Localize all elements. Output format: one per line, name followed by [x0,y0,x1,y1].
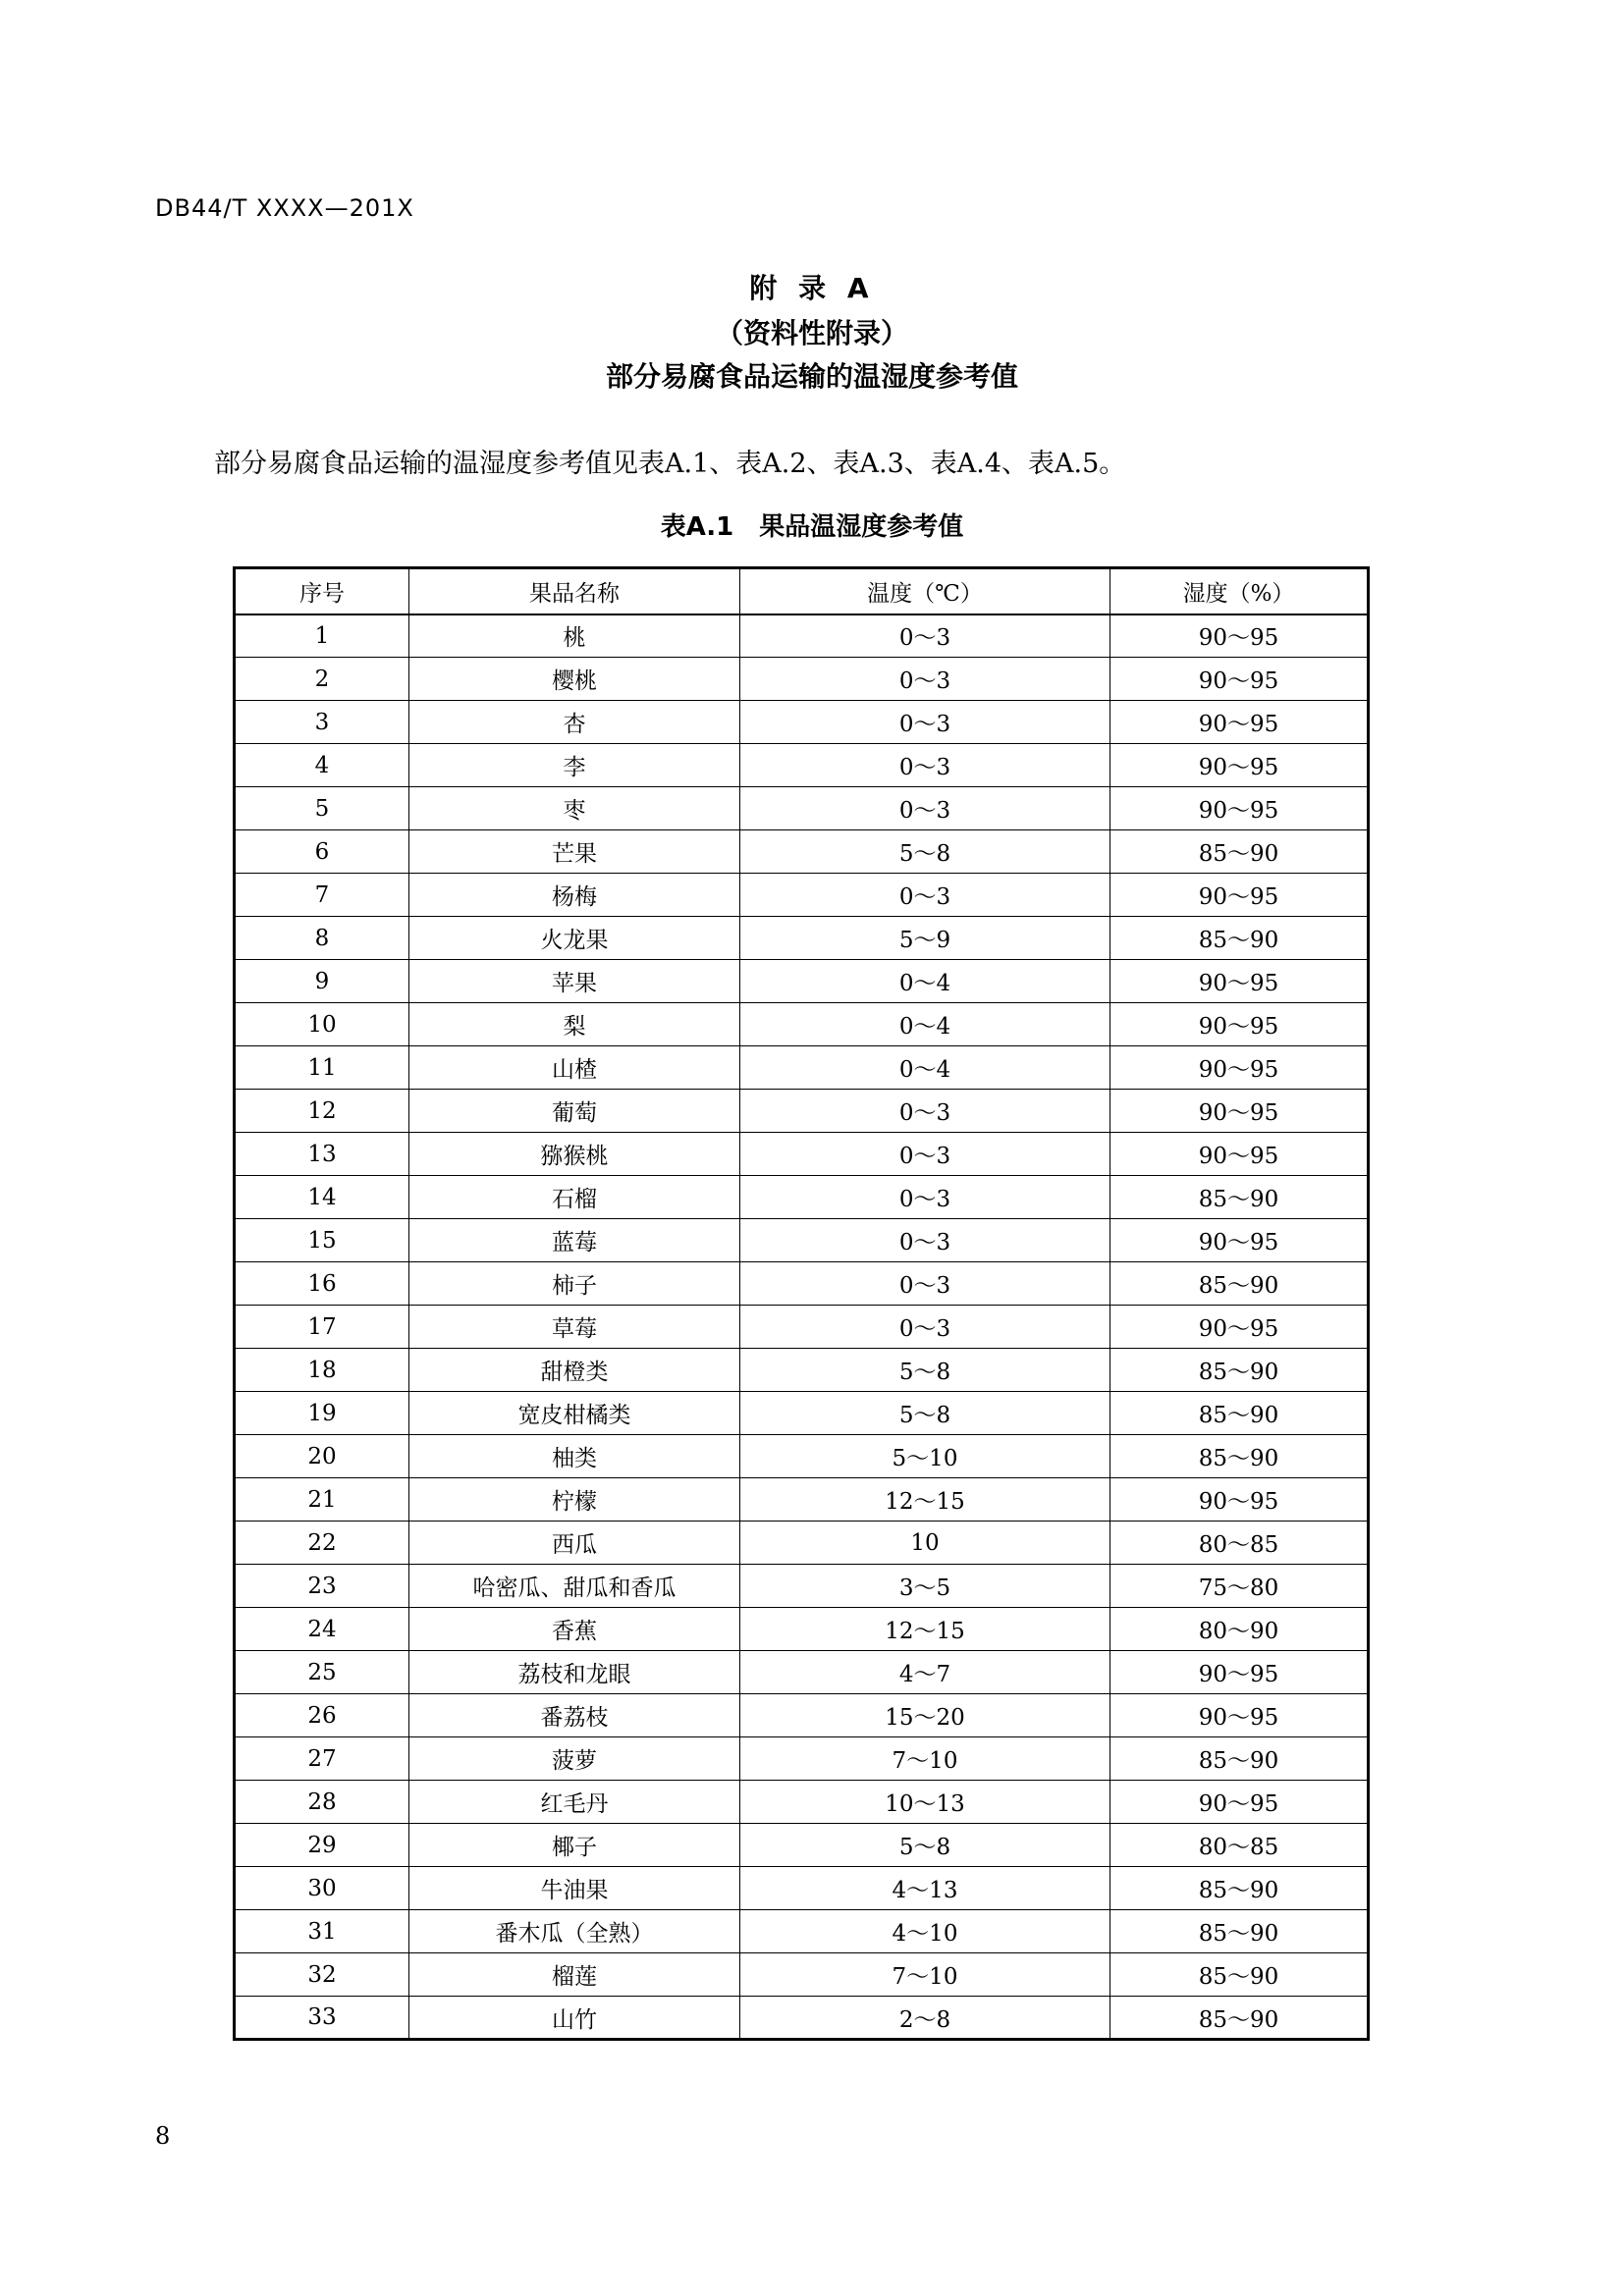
table-row [235,1781,1369,1824]
humidity-cell: 85～90 [1110,1867,1369,1910]
row-index-cell: 23 [235,1565,409,1608]
intro-paragraph: 部分易腐食品运输的温湿度参考值见表A.1、表A.2、表A.3、表A.4、表A.5。 [214,449,1126,479]
fruit-name-cell: 柿子 [409,1262,740,1306]
row-index-cell: 11 [235,1046,409,1090]
fruit-name-cell: 哈密瓜、甜瓜和香瓜 [409,1565,740,1608]
table-row [235,1349,1369,1392]
row-index-cell: 32 [235,1953,409,1997]
fruit-name-cell: 番木瓜（全熟） [409,1910,740,1953]
table-row [235,1953,1369,1997]
fruit-name-cell: 葡萄 [409,1090,740,1133]
fruit-name-cell: 猕猴桃 [409,1133,740,1176]
fruit-name-cell: 芒果 [409,830,740,874]
row-index-cell: 16 [235,1262,409,1306]
row-index-cell: 12 [235,1090,409,1133]
table-row [235,701,1369,744]
temperature-cell: 5～8 [740,1392,1110,1435]
table-row [235,614,1369,658]
temperature-cell: 10 [740,1522,1110,1565]
temperature-cell: 5～9 [740,917,1110,960]
humidity-cell: 85～90 [1110,1176,1369,1219]
temperature-cell: 0～3 [740,658,1110,701]
column-header-index: 序号 [235,568,409,614]
humidity-cell: 90～95 [1110,658,1369,701]
temperature-cell: 4～10 [740,1910,1110,1953]
humidity-cell: 85～90 [1110,917,1369,960]
appendix-title: 附 录 A [749,272,875,304]
temperature-cell: 5～8 [740,1824,1110,1867]
temperature-cell: 0～4 [740,1046,1110,1090]
fruit-name-cell: 桃 [409,614,740,658]
table-row [235,1651,1369,1694]
row-index-cell: 4 [235,744,409,787]
humidity-cell: 90～95 [1110,1046,1369,1090]
table-row [235,1737,1369,1781]
fruit-name-cell: 榴莲 [409,1953,740,1997]
humidity-cell: 85～90 [1110,1910,1369,1953]
table-row [235,1867,1369,1910]
temperature-cell: 0～3 [740,1090,1110,1133]
fruit-name-cell: 牛油果 [409,1867,740,1910]
fruit-name-cell: 杏 [409,701,740,744]
humidity-cell: 90～95 [1110,1651,1369,1694]
humidity-cell: 85～90 [1110,1737,1369,1781]
column-header-temperature: 温度（℃） [740,568,1110,614]
fruit-name-cell: 杨梅 [409,874,740,917]
row-index-cell: 30 [235,1867,409,1910]
row-index-cell: 8 [235,917,409,960]
row-index-cell: 15 [235,1219,409,1262]
table-row [235,1262,1369,1306]
humidity-cell: 90～95 [1110,1306,1369,1349]
humidity-cell: 85～90 [1110,1392,1369,1435]
row-index-cell: 25 [235,1651,409,1694]
table-row [235,1910,1369,1953]
humidity-cell: 90～95 [1110,1781,1369,1824]
fruit-name-cell: 甜橙类 [409,1349,740,1392]
row-index-cell: 22 [235,1522,409,1565]
table-row [235,874,1369,917]
appendix-heading: 部分易腐食品运输的温湿度参考值 [605,360,1018,393]
row-index-cell: 3 [235,701,409,744]
temperature-cell: 12～15 [740,1478,1110,1522]
humidity-cell: 80～90 [1110,1608,1369,1651]
temperature-cell: 0～3 [740,787,1110,830]
table-row [235,830,1369,874]
page-number: 8 [155,2122,171,2150]
row-index-cell: 5 [235,787,409,830]
humidity-cell: 90～95 [1110,1219,1369,1262]
temperature-cell: 0～3 [740,701,1110,744]
temperature-cell: 12～15 [740,1608,1110,1651]
fruit-temperature-humidity-table [233,566,1370,2041]
row-index-cell: 6 [235,830,409,874]
humidity-cell: 80～85 [1110,1824,1369,1867]
fruit-name-cell: 李 [409,744,740,787]
temperature-cell: 7～10 [740,1737,1110,1781]
humidity-cell: 90～95 [1110,1478,1369,1522]
fruit-name-cell: 山楂 [409,1046,740,1090]
temperature-cell: 10～13 [740,1781,1110,1824]
fruit-name-cell: 西瓜 [409,1522,740,1565]
row-index-cell: 26 [235,1694,409,1737]
fruit-name-cell: 蓝莓 [409,1219,740,1262]
humidity-cell: 75～80 [1110,1565,1369,1608]
fruit-name-cell: 火龙果 [409,917,740,960]
table-row [235,1997,1369,2040]
table-header-row [235,568,1369,614]
humidity-cell: 85～90 [1110,830,1369,874]
fruit-name-cell: 山竹 [409,1997,740,2040]
table-row [235,960,1369,1003]
table-row [235,1176,1369,1219]
fruit-name-cell: 柠檬 [409,1478,740,1522]
fruit-name-cell: 石榴 [409,1176,740,1219]
row-index-cell: 2 [235,658,409,701]
humidity-cell: 85～90 [1110,1997,1369,2040]
humidity-cell: 90～95 [1110,874,1369,917]
row-index-cell: 19 [235,1392,409,1435]
temperature-cell: 0～3 [740,1219,1110,1262]
fruit-name-cell: 椰子 [409,1824,740,1867]
fruit-name-cell: 枣 [409,787,740,830]
table-row [235,1824,1369,1867]
row-index-cell: 33 [235,1997,409,2040]
table-caption: 表A.1 果品温湿度参考值 [660,512,964,542]
table-row [235,1565,1369,1608]
humidity-cell: 90～95 [1110,787,1369,830]
humidity-cell: 85～90 [1110,1435,1369,1478]
table-row [235,1090,1369,1133]
row-index-cell: 17 [235,1306,409,1349]
fruit-name-cell: 宽皮柑橘类 [409,1392,740,1435]
temperature-cell: 0～4 [740,960,1110,1003]
temperature-cell: 5～10 [740,1435,1110,1478]
table-row [235,1133,1369,1176]
row-index-cell: 24 [235,1608,409,1651]
fruit-name-cell: 樱桃 [409,658,740,701]
humidity-cell: 90～95 [1110,1090,1369,1133]
document-code: DB44/T XXXX—201X [155,194,414,222]
table-row [235,1219,1369,1262]
row-index-cell: 7 [235,874,409,917]
column-header-humidity: 湿度（%） [1110,568,1369,614]
temperature-cell: 3～5 [740,1565,1110,1608]
humidity-cell: 85～90 [1110,1349,1369,1392]
fruit-name-cell: 柚类 [409,1435,740,1478]
row-index-cell: 27 [235,1737,409,1781]
temperature-cell: 0～3 [740,1133,1110,1176]
row-index-cell: 29 [235,1824,409,1867]
temperature-cell: 5～8 [740,830,1110,874]
temperature-cell: 0～3 [740,1262,1110,1306]
row-index-cell: 9 [235,960,409,1003]
table-row [235,1478,1369,1522]
temperature-cell: 2～8 [740,1997,1110,2040]
row-index-cell: 21 [235,1478,409,1522]
fruit-name-cell: 梨 [409,1003,740,1046]
temperature-cell: 5～8 [740,1349,1110,1392]
temperature-cell: 0～3 [740,744,1110,787]
row-index-cell: 31 [235,1910,409,1953]
humidity-cell: 90～95 [1110,1133,1369,1176]
table-row [235,1435,1369,1478]
humidity-cell: 90～95 [1110,960,1369,1003]
fruit-name-cell: 草莓 [409,1306,740,1349]
temperature-cell: 0～4 [740,1003,1110,1046]
fruit-name-cell: 苹果 [409,960,740,1003]
row-index-cell: 1 [235,614,409,658]
table-row [235,1046,1369,1090]
row-index-cell: 20 [235,1435,409,1478]
temperature-cell: 0～3 [740,874,1110,917]
fruit-name-cell: 红毛丹 [409,1781,740,1824]
table-row [235,1306,1369,1349]
table-row [235,1608,1369,1651]
row-index-cell: 18 [235,1349,409,1392]
temperature-cell: 0～3 [740,1306,1110,1349]
temperature-cell: 0～3 [740,1176,1110,1219]
row-index-cell: 28 [235,1781,409,1824]
temperature-cell: 4～13 [740,1867,1110,1910]
appendix-subtitle: （资料性附录） [715,317,908,349]
humidity-cell: 90～95 [1110,1003,1369,1046]
humidity-cell: 90～95 [1110,614,1369,658]
temperature-cell: 4～7 [740,1651,1110,1694]
fruit-name-cell: 荔枝和龙眼 [409,1651,740,1694]
temperature-cell: 7～10 [740,1953,1110,1997]
table-row [235,1522,1369,1565]
fruit-table-container [233,566,1367,2041]
table-row [235,1694,1369,1737]
table-row [235,744,1369,787]
temperature-cell: 0～3 [740,614,1110,658]
humidity-cell: 90～95 [1110,1694,1369,1737]
row-index-cell: 10 [235,1003,409,1046]
table-row [235,1003,1369,1046]
temperature-cell: 15～20 [740,1694,1110,1737]
table-row [235,658,1369,701]
table-body [235,614,1369,2040]
humidity-cell: 85～90 [1110,1953,1369,1997]
table-row [235,1392,1369,1435]
humidity-cell: 90～95 [1110,744,1369,787]
humidity-cell: 85～90 [1110,1262,1369,1306]
table-row [235,917,1369,960]
humidity-cell: 90～95 [1110,701,1369,744]
table-row [235,787,1369,830]
fruit-name-cell: 番荔枝 [409,1694,740,1737]
column-header-fruit-name: 果品名称 [409,568,740,614]
fruit-name-cell: 菠萝 [409,1737,740,1781]
humidity-cell: 80～85 [1110,1522,1369,1565]
row-index-cell: 13 [235,1133,409,1176]
fruit-name-cell: 香蕉 [409,1608,740,1651]
row-index-cell: 14 [235,1176,409,1219]
